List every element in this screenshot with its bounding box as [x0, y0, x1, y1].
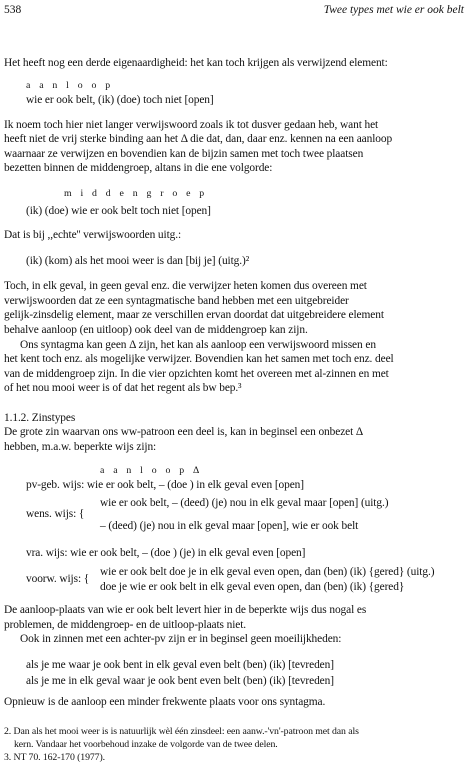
example-line: wie er ook belt, – (deed) (je) nou in elk geval maar [open] (uitg.)	[100, 497, 389, 509]
running-title: Twee types met wie er ook belt	[323, 4, 464, 16]
footnote: 2. Dan als het mooi weer is is natuurlijk wèl één zinsdeel: een aanw.-'vn'-patroon met dan als	[4, 726, 359, 737]
example-line: – (deed) (je) nou in elk geval maar [open], wie er ook belt	[100, 520, 359, 532]
text-line: heeft niet de vrij sterke binding aan het Δ die dat, dan, daar enz. kennen na een aanloop	[4, 133, 393, 145]
footnote: kern. Vandaar het voorbehoud inzake de volgorde van de twee delen.	[14, 739, 278, 750]
text-line: Dat is bij ,,echte'' verwijswoorden uitg.:	[4, 229, 182, 241]
text-line: Toch, in elk geval, in geen geval enz. die verwijzer heten komen dus overeen met	[4, 280, 367, 292]
text-line: of het nou mooi weer is of dat het regent als bw bep.³	[4, 382, 242, 394]
text-line: Opnieuw is de aanloop een minder frekwente plaats voor ons syntagma.	[4, 696, 326, 708]
text-line: m i d d e n g r o e p	[64, 188, 208, 199]
text-line: verwijswoorden dat ze een syntagmatische band hebben met een uitgebreider	[4, 295, 349, 307]
text-line: van de middengroep zijn. In die vier opzichten komt het overeen met al-zinnen en met	[4, 368, 389, 380]
example-label: voorw. wijs: {	[26, 573, 90, 585]
page-number: 538	[4, 4, 22, 16]
text-line: gelijk-zinsdelig element, maar ze verschillen ervan doordat dat uitgebreidere element	[4, 309, 384, 321]
example-line: vra. wijs: wie er ook belt, – (doe ) (je) in elk geval even [open]	[26, 547, 306, 559]
text-line: De aanloop-plaats van wie er ook belt levert hier in de beperkte wijs dus nogal es	[4, 604, 367, 616]
text-line: behalve aanloop (en uitloop) ook deel van de middengroep kan zijn.	[4, 324, 308, 336]
text-line: (ik) (doe) wie er ook belt toch niet [open]	[26, 205, 211, 217]
example-line: doe je wie er ook belt in elk geval even open, dan (ben) (ik) {gered}	[100, 581, 405, 593]
text-line: (ik) (kom) als het mooi weer is dan [bij je] (uitg.)²	[26, 255, 250, 267]
text-line: bezetten binnen de middengroep, altans in die ene volgorde:	[4, 162, 273, 174]
text-line: wie er ook belt, (ik) (doe) toch niet [open]	[26, 94, 214, 106]
example-line: pv-geb. wijs: wie er ook belt, – (doe ) in elk geval even [open]	[26, 479, 304, 491]
text-line: a a n l o o p	[26, 80, 114, 91]
footnote: 3. NT 70. 162-170 (1977).	[4, 752, 105, 763]
text-line: Ook in zinnen met een achter-pv zijn er in beginsel geen moeilijkheden:	[20, 633, 342, 645]
text-line: het kent toch enz. als mogelijke verwijzer. Bovendien kan het samen met toch enz. deel	[4, 353, 394, 365]
text-line: Ons syntagma kan geen Δ zijn, het kan als aanloop een verwijswoord missen en	[20, 339, 376, 351]
text-line: Ik noem toch hier niet langer verwijswoord zoals ik tot dusver gedaan heb, want het	[4, 119, 379, 131]
example-line: wie er ook belt doe je in elk geval even open, dan (ben) (ik) {gered} (uitg.)	[100, 566, 435, 578]
example-line: als je me waar je ook bent in elk geval even belt (ben) (ik) [tevreden]	[26, 659, 334, 671]
text-line: De grote zin waarvan ons ww-patroon een deel is, kan in beginsel een onbezet Δ	[4, 426, 364, 438]
text-line: hebben, m.a.w. beperkte wijs zijn:	[4, 441, 157, 453]
text-line: a a n l o o p Δ	[100, 465, 203, 476]
text-line: problemen, de middengroep- en de uitloop-plaats niet.	[4, 619, 247, 631]
section-heading: 1.1.2. Zinstypes	[4, 412, 76, 424]
example-label: wens. wijs: {	[26, 508, 85, 520]
text-line: Het heeft nog een derde eigenaardigheid: het kan toch krijgen als verwijzend element:	[4, 57, 388, 69]
text-line: waarnaar ze verwijzen en bovendien kan de bijzin samen met toch twee plaatsen	[4, 148, 364, 160]
example-line: als je me in elk geval waar je ook bent even belt (ben) (ik) [tevreden]	[26, 675, 334, 687]
